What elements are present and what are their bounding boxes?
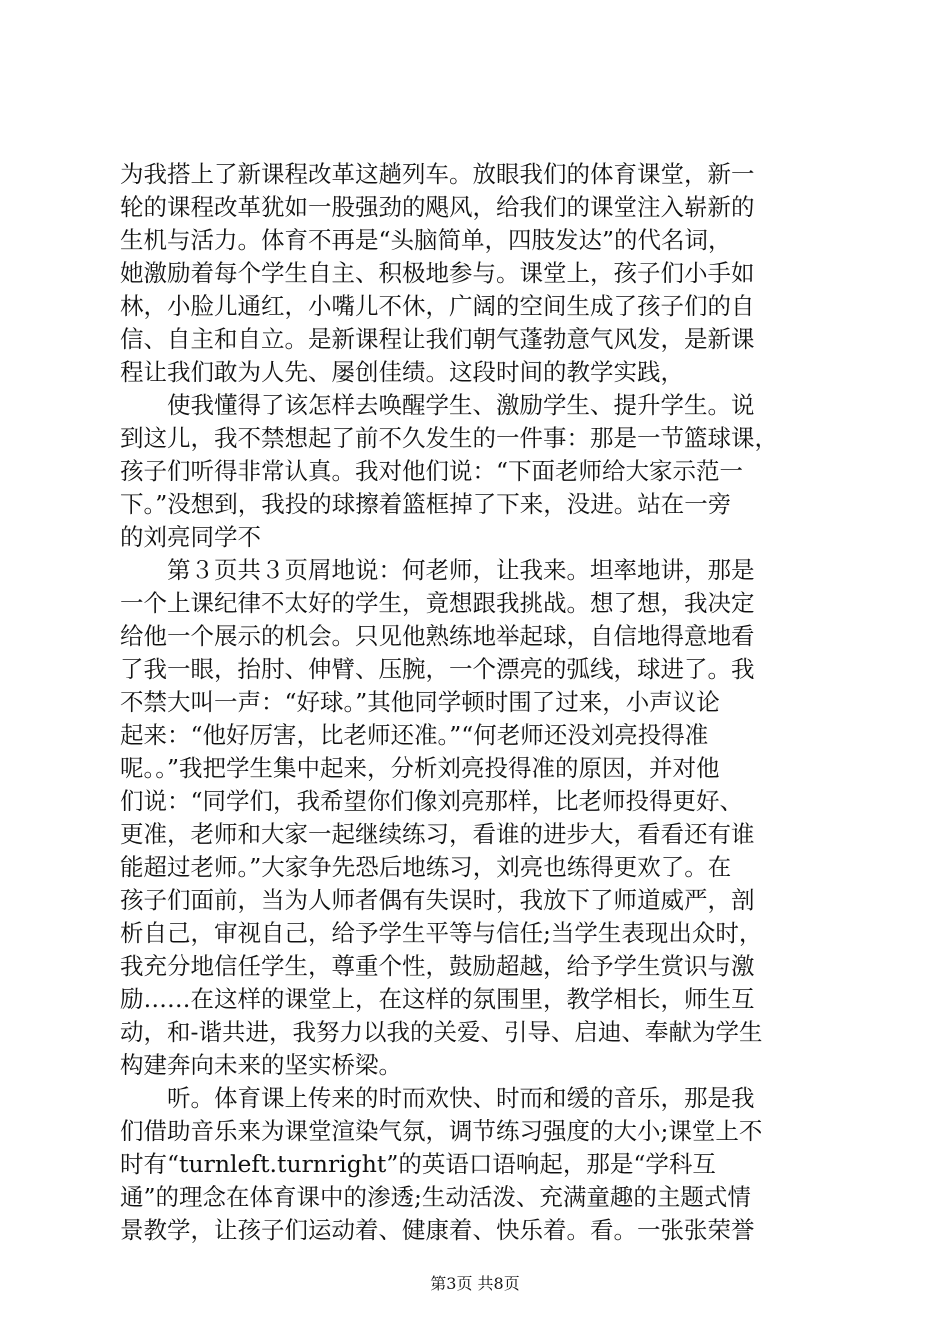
text-line: 们借助音乐来为课堂渲染气氛，调节练习强度的大小;课堂上不 <box>120 1117 763 1145</box>
text-line: 景教学，让孩子们运动着、健康着、快乐着。看。一张张荣誉 <box>120 1216 755 1244</box>
text-line: 她激励着每个学生自主、积极地参与。课堂上，孩子们小手如 <box>120 259 755 287</box>
page-footer: 第3页 共8页 <box>430 1274 520 1293</box>
paragraph <box>120 1082 840 1247</box>
text-line: 们说：“同学们，我希望你们像刘亮那样，比老师投得更好、 <box>120 787 744 815</box>
text-line: 了我一眼，抬肘、伸臂、压腕，一个漂亮的弧线，球进了。我 <box>120 655 755 683</box>
document-body <box>120 158 840 1247</box>
text-line: 能超过老师。”大家争先恐后地练习，刘亮也练得更欢了。在 <box>120 853 732 881</box>
text-line: 我充分地信任学生，尊重个性，鼓励超越，给予学生赏识与激 <box>120 952 755 980</box>
text-line: 轮的课程改革犹如一股强劲的飓风，给我们的课堂注入崭新的 <box>120 193 755 221</box>
text-line: 到这儿，我不禁想起了前不久发生的一件事：那是一节篮球课， <box>120 424 778 452</box>
text-line: 构建奔向未来的坚实桥梁。 <box>120 1051 402 1079</box>
text-line: 析自己，审视自己，给予学生平等与信任;当学生表现出众时， <box>120 919 763 947</box>
text-line: 使我懂得了该怎样去唤醒学生、激励学生、提升学生。说 <box>120 391 755 419</box>
text-line: 时有“turnleft.turnright”的英语口语响起，那是“学科互 <box>120 1150 716 1178</box>
paragraph <box>120 389 840 554</box>
text-line: 励……在这样的课堂上，在这样的氛围里，教学相长，师生互 <box>120 985 755 1013</box>
text-line: 起来：“他好厉害，比老师还准。”“何老师还没刘亮投得准 <box>120 721 709 749</box>
text-line: 一个上课纪律不太好的学生，竟想跟我挑战。想了想，我决定 <box>120 589 755 617</box>
text-line: 动，和-谐共进，我努力以我的关爱、引导、启迪、奉献为学生 <box>120 1018 763 1046</box>
text-line: 更准，老师和大家一起继续练习，看谁的进步大，看看还有谁 <box>120 820 755 848</box>
text-line: 孩子们听得非常认真。我对他们说：“下面老师给大家示范一 <box>120 457 744 485</box>
text-line: 给他一个展示的机会。只见他熟练地举起球，自信地得意地看 <box>120 622 755 650</box>
text-line: 信、自主和自立。是新课程让我们朝气蓬勃意气风发，是新课 <box>120 325 755 353</box>
text-line: 第３页共３页屑地说：何老师，让我来。坦率地讲，那是 <box>120 556 755 584</box>
text-line: 生机与活力。体育不再是“头脑简单，四肢发达”的代名词， <box>120 226 732 254</box>
text-line: 通”的理念在体育课中的渗透;生动活泼、充满童趣的主题式情 <box>120 1183 751 1211</box>
text-line: 下。”没想到，我投的球擦着篮框掉了下来，没进。站在一旁 <box>120 490 732 518</box>
text-line: 呢。。”我把学生集中起来，分析刘亮投得准的原因，并对他 <box>120 754 720 782</box>
text-line: 的刘亮同学不 <box>120 523 261 551</box>
paragraph <box>120 158 840 389</box>
text-line: 程让我们敢为人先、屡创佳绩。这段时间的教学实践， <box>120 358 684 386</box>
paragraph <box>120 554 840 1082</box>
text-line: 孩子们面前，当为人师者偶有失误时，我放下了师道威严，剖 <box>120 886 755 914</box>
text-line: 听。体育课上传来的时而欢快、时而和缓的音乐，那是我 <box>120 1084 755 1112</box>
text-line: 林，小脸儿通红，小嘴儿不休，广阔的空间生成了孩子们的自 <box>120 292 755 320</box>
text-line: 不禁大叫一声：“好球。”其他同学顿时围了过来，小声议论 <box>120 688 720 716</box>
text-line: 为我搭上了新课程改革这趟列车。放眼我们的体育课堂，新一 <box>120 160 755 188</box>
